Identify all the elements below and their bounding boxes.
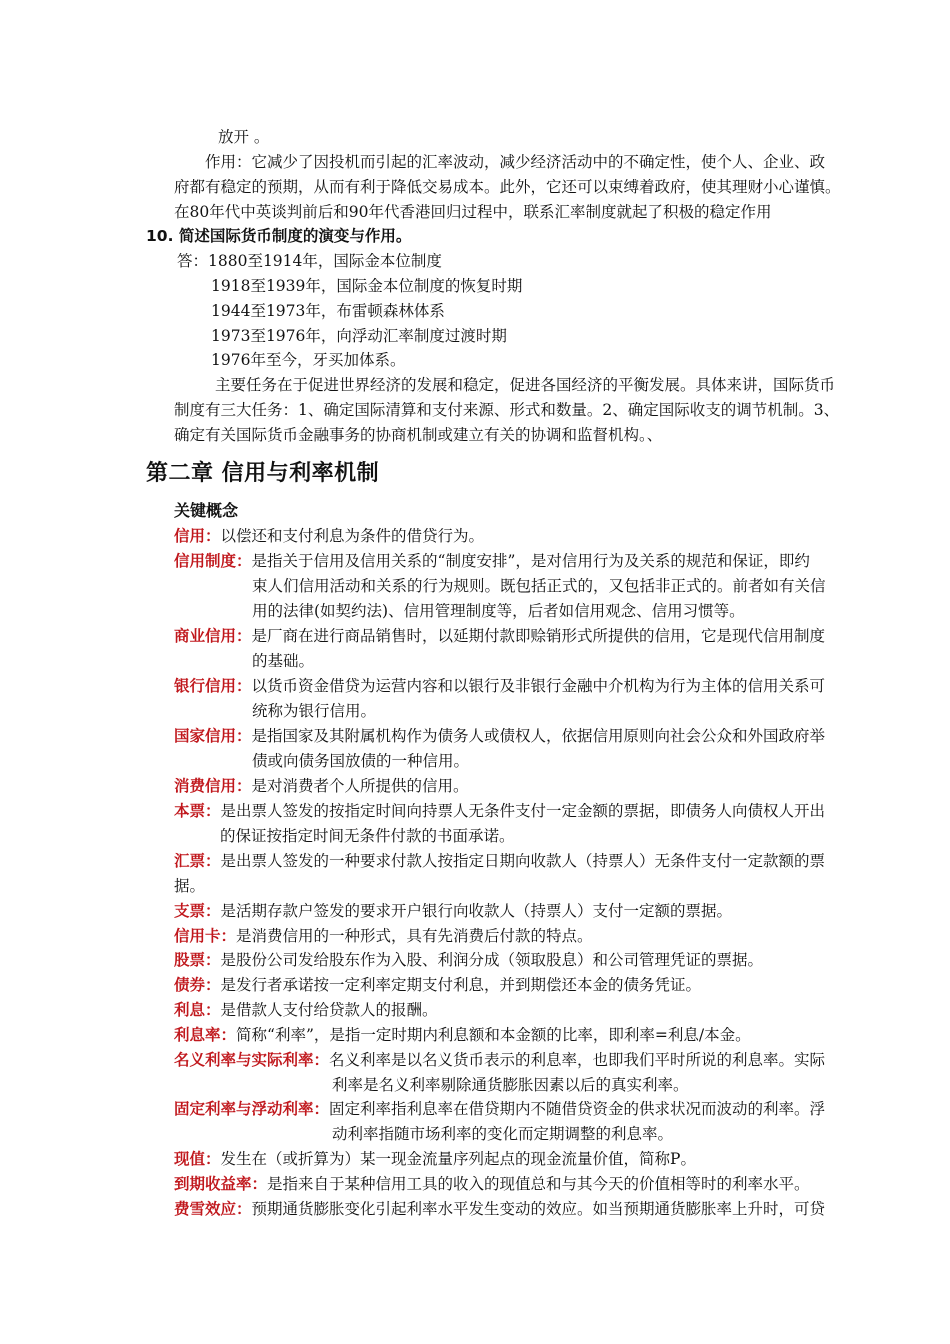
question-title: 10. 简述国际货币制度的演变与作用。 xyxy=(146,227,412,245)
concept-entry xyxy=(174,974,701,996)
answer-line: 1976年至今，牙买加体系。 xyxy=(211,351,406,369)
concept-term: 银行信用： xyxy=(174,677,252,695)
concept-definition: 是发行者承诺按一定利率定期支付利息，并到期偿还本金的债务凭证。 xyxy=(220,976,702,994)
text-line: 在80年代中英谈判前后和90年代香港回归过程中，联系汇率制度就起了积极的稳定作用 xyxy=(174,203,772,221)
concept-entry xyxy=(174,1173,810,1195)
concept-entry xyxy=(174,900,732,922)
concept-entry xyxy=(174,925,593,947)
concept-term: 消费信用： xyxy=(174,777,252,795)
concept-definition: 简称“利率”，是指一定时期内利息额和本金额的比率，即利率=利息/本金。 xyxy=(236,1026,751,1044)
concept-continuation: 的基础。 xyxy=(252,652,315,670)
concept-entry xyxy=(174,999,438,1021)
text-line: 作用：它减少了因投机而引起的汇率波动，减少经济活动中的不确定性，使个人、企业、政 xyxy=(205,153,826,171)
concept-entry xyxy=(174,1148,696,1170)
concept-term: 信用： xyxy=(174,527,221,545)
concept-definition: 是指国家及其附属机构作为债务人或债权人，依据信用原则向社会公众和外国政府举 xyxy=(251,727,826,745)
concept-definition: 是出票人签发的一种要求付款人按指定日期向收款人（持票人）无条件支付一定款额的票 xyxy=(220,852,826,870)
concept-continuation: 利率是名义利率剔除通货膨胀因素以后的真实利率。 xyxy=(332,1076,689,1094)
concept-definition: 名义利率是以名义货币表示的利息率，也即我们平时所说的利息率。实际 xyxy=(329,1051,826,1069)
text-line: 放开 。 xyxy=(218,128,270,146)
concept-term: 信用制度： xyxy=(174,552,252,570)
concept-term: 利息率： xyxy=(174,1026,237,1044)
concept-definition: 是指来自于某种信用工具的收入的现值总和与其今天的价值相等时的利率水平。 xyxy=(267,1175,810,1193)
concept-entry xyxy=(174,1098,825,1120)
concept-entry xyxy=(174,775,469,797)
concept-continuation: 束人们信用活动和关系的行为规则。既包括正式的，又包括非正式的。前者如有关信 xyxy=(252,577,826,595)
concept-continuation: 债或向债务国放债的一种信用。 xyxy=(252,752,470,770)
concept-definition: 是借款人支付给贷款人的报酬。 xyxy=(220,1001,438,1019)
concept-continuation: 的保证按指定时间无条件付款的书面承诺。 xyxy=(220,827,515,845)
answer-line: 1944至1973年，布雷顿森林体系 xyxy=(211,302,445,320)
concept-entry xyxy=(174,1198,825,1220)
concept-entry xyxy=(174,1049,825,1071)
concept-continuation: 动利率指随市场利率的变化而定期调整的利息率。 xyxy=(332,1125,674,1143)
concept-term: 支票： xyxy=(174,902,221,920)
chapter-title: 第二章 信用与利率机制 xyxy=(146,461,380,486)
answer-line: 答：1880至1914年，国际金本位制度 xyxy=(177,252,442,270)
concept-entry xyxy=(174,675,825,697)
concept-term: 债券： xyxy=(174,976,221,994)
concept-term: 国家信用： xyxy=(174,727,252,745)
concept-definition: 是活期存款户签发的要求开户银行向收款人（持票人）支付一定额的票据。 xyxy=(220,902,733,920)
concept-entry xyxy=(174,625,825,647)
concept-term: 利息： xyxy=(174,1001,221,1019)
concept-entry xyxy=(174,800,825,822)
concept-term: 本票： xyxy=(174,802,221,820)
concept-term: 固定利率与浮动利率： xyxy=(174,1100,330,1118)
concept-term: 商业信用： xyxy=(174,627,252,645)
concept-term: 费雪效应： xyxy=(174,1200,252,1218)
text-line: 府都有稳定的预期，从而有利于降低交易成本。此外，它还可以束缚着政府，使其理财小心谨慎。 xyxy=(174,178,841,196)
concept-definition: 以货币资金借贷为运营内容和以银行及非银行金融中介机构为行为主体的信用关系可 xyxy=(251,677,826,695)
concept-term: 名义利率与实际利率： xyxy=(174,1051,330,1069)
concept-definition: 预期通货膨胀变化引起利率水平发生变动的效应。如当预期通货膨胀率上升时，可贷 xyxy=(251,1200,826,1218)
concept-term: 汇票： xyxy=(174,852,221,870)
concept-continuation: 用的法律(如契约法)、信用管理制度等，后者如信用观念、信用习惯等。 xyxy=(252,602,745,620)
concept-definition: 固定利率指利息率在借贷期内不随借贷资金的供求状况而波动的利率。浮 xyxy=(329,1100,826,1118)
concept-definition: 是消费信用的一种形式，具有先消费后付款的特点。 xyxy=(236,927,593,945)
concept-term: 现值： xyxy=(174,1150,221,1168)
concept-definition: 是股份公司发给股东作为入股、利润分成（领取股息）和公司管理凭证的票据。 xyxy=(220,951,764,969)
answer-paragraph: 主要任务在于促进世界经济的发展和稳定，促进各国经济的平衡发展。具体来讲，国际货币 xyxy=(215,376,836,394)
concept-definition: 是厂商在进行商品销售时，以延期付款即赊销形式所提供的信用，它是现代信用制度 xyxy=(251,627,826,645)
concept-term: 股票： xyxy=(174,951,221,969)
answer-line: 1973至1976年，向浮动汇率制度过渡时期 xyxy=(211,327,507,345)
concept-entry xyxy=(174,725,825,747)
answer-paragraph: 确定有关国际货币金融事务的协商机制或建立有关的协调和监督机构。、 xyxy=(174,426,663,444)
concept-definition: 是出票人签发的按指定时间向持票人无条件支付一定金额的票据，即债务人向债权人开出 xyxy=(220,802,826,820)
concept-entry xyxy=(174,949,763,971)
concept-entry xyxy=(174,1024,751,1046)
section-heading: 关键概念 xyxy=(174,501,239,520)
concept-definition: 发生在（或折算为）某一现金流量序列起点的现金流量价值，简称P。 xyxy=(220,1150,696,1168)
concept-continuation: 统称为银行信用。 xyxy=(252,702,377,720)
concept-entry xyxy=(174,525,484,547)
answer-paragraph: 制度有三大任务：1、确定国际清算和支付来源、形式和数量。2、确定国际收支的调节机制。3、 xyxy=(174,401,840,419)
concept-entry xyxy=(174,550,810,572)
concept-entry xyxy=(174,850,825,872)
concept-definition: 以偿还和支付利息为条件的借贷行为。 xyxy=(220,527,485,545)
concept-term: 到期收益率： xyxy=(174,1175,268,1193)
concept-term: 信用卡： xyxy=(174,927,237,945)
concept-definition: 是指关于信用及信用关系的“制度安排”，是对信用行为及关系的规范和保证，即约 xyxy=(251,552,810,570)
answer-line: 1918至1939年，国际金本位制度的恢复时期 xyxy=(211,277,523,295)
concept-definition: 是对消费者个人所提供的信用。 xyxy=(251,777,469,795)
concept-continuation: 据。 xyxy=(174,877,206,895)
